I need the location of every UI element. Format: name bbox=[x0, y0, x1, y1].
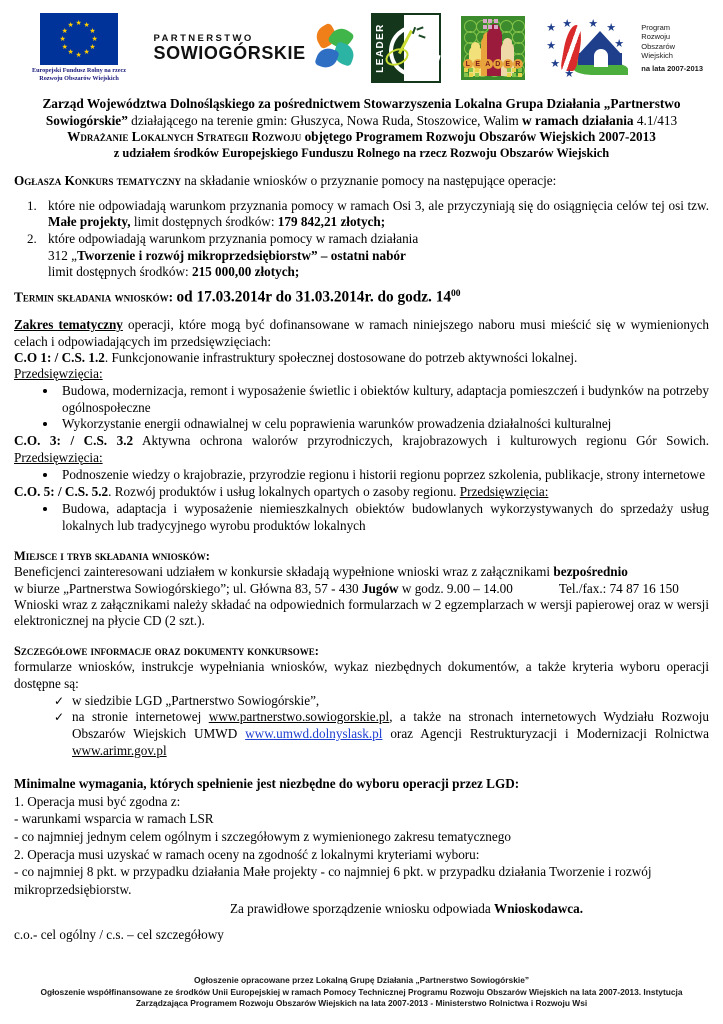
list-item: • Podnoszenie wiedzy o krajobrazie, przyrodzie regionu i historii regionu poprzez szkolenia, publikacje, strony internetowe bbox=[58, 467, 709, 483]
miejsce-p1-bold: bezpośrednio bbox=[553, 564, 628, 580]
footer-line-2: Ogłoszenie współfinansowane ze środków Unii Europejskiej w ramach Pomocy Technicznej Programu Rozwoju Obszarów Wiejskich na lata 2007-2013. Instytucja bbox=[40, 986, 683, 997]
prow-line2: Rozwoju bbox=[641, 32, 671, 42]
leader-logo-dark bbox=[371, 13, 441, 83]
footer-line-3: Zarządzająca Programem Rozwoju Obszarów Wiejskich na lata 2007-2013 - Ministerstwo Rolnictwa i Rozwoju Wsi bbox=[135, 998, 588, 1009]
goal-1-code-b: C.S. 1.2 bbox=[61, 349, 105, 365]
announce-label: Ogłasza Konkurs tematyczny bbox=[14, 173, 181, 189]
list-item bbox=[40, 231, 709, 280]
miejsce-title: Miejsce i tryb składania wniosków: bbox=[14, 549, 210, 564]
item2-line3 bbox=[48, 264, 709, 280]
item2-amount: 215 000,00 złotych; bbox=[191, 264, 300, 280]
partnerstwo-label-top: PARTNERSTWO bbox=[153, 33, 254, 44]
check-2-pre: na stronie internetowej bbox=[72, 709, 209, 725]
goal-3-code-b: C.S. 5.2 bbox=[64, 484, 109, 500]
header-dzialanie-label: w ramach działania bbox=[522, 112, 634, 128]
prow-line4: Wiejskich bbox=[641, 51, 673, 61]
header-program: objętego Programem Rozwoju Obszarów Wiejskich 2007-2013 bbox=[301, 129, 656, 144]
goal-1-bullets bbox=[14, 383, 709, 432]
item2-line2-pre: 312 „ bbox=[48, 247, 77, 263]
document-footer bbox=[0, 975, 723, 1010]
logo-bar bbox=[14, 0, 709, 92]
list-item: • Budowa, modernizacja, remont i wyposażenie świetlic i obiektów kultury, adaptacja pomieszczeń i budynków na potrzeby ogólnospołeczne bbox=[58, 383, 709, 416]
eu-flag-logo bbox=[24, 13, 134, 83]
goal-3-desc: . Rozwój produktów i usług lokalnych opartych o zasoby regionu. bbox=[108, 484, 460, 500]
announce-rest: na składanie wniosków o przyznanie pomocy na następujące operacje: bbox=[180, 173, 557, 189]
list-item: • Budowa, adaptacja i wyposażenie niemieszkalnych obiektów budowlanych wykorzystywanych do sprzedaży usług lokalnych lub tradycyjnego wyrobu produktów lokalnych bbox=[58, 501, 709, 534]
prow-text-block bbox=[641, 23, 703, 74]
leader-letter: E bbox=[503, 59, 513, 69]
miejsce-p2 bbox=[14, 581, 709, 597]
prow-logo bbox=[544, 17, 703, 79]
goal-2-line bbox=[14, 433, 709, 465]
item2-line2-bold: Tworzenie i rozwój mikroprzedsiębiorstw bbox=[76, 247, 311, 263]
item2-line3-pre: limit dostępnych środków: bbox=[48, 264, 192, 280]
minimalne-line-4: 2. Operacja musi uzyskać w ramach oceny na zgodność z lokalnymi kryteriami wyboru: bbox=[14, 846, 480, 862]
item1-bold-a: Małe projekty, bbox=[48, 214, 131, 230]
item2-line2 bbox=[48, 248, 709, 264]
minimalne-section bbox=[14, 775, 709, 898]
miejsce-section bbox=[14, 548, 709, 629]
goal-1-przedsiewziecia-label bbox=[14, 366, 709, 382]
eu-logo-caption bbox=[24, 67, 134, 83]
szczegoly-checklist bbox=[14, 693, 709, 759]
termin-sup: 00 bbox=[451, 288, 461, 299]
list-item bbox=[54, 709, 709, 759]
minimalne-title: Minimalne wymagania, których spełnienie jest niezbędne do wyboru operacji przez LGD: bbox=[14, 776, 520, 792]
termin-colon: : bbox=[168, 289, 177, 305]
goal-3-bullets bbox=[14, 501, 709, 534]
check-icon: ✓ bbox=[54, 710, 65, 725]
operations-list bbox=[14, 198, 709, 281]
minimalne-line-5: - co najmniej 8 pkt. w przypadku działania Małe projekty - co najmniej 6 pkt. w przypadku działania Tworzenie i rozwój mikroprzedsiębiorstw. bbox=[14, 864, 652, 897]
leader-dark-icon bbox=[371, 13, 441, 83]
link-umwd-dolnyslask[interactable]: www.umwd.dolnyslask.pl bbox=[245, 725, 383, 741]
zakres-title: Zakres tematyczny bbox=[14, 317, 123, 333]
za-prawidlowe-line bbox=[104, 901, 709, 917]
footer-line-1: Ogłoszenie opracowane przez Lokalną Grupę Działania „Partnerstwo Sowiogórskie” bbox=[193, 975, 530, 986]
link-partnerstwo-sowiogorskie[interactable]: www.partnerstwo.sowiogorskie.pl bbox=[208, 709, 390, 725]
header-wdrazanie: Wdrażanie Lokalnych Strategii Rozwoju bbox=[67, 129, 302, 144]
zakres-intro-text: operacji, które mogą być dofinansowane w ramach niniejszego naboru musi mieścić się w wymienionych celach i odpowiadających im przedsięwzięciach: bbox=[14, 317, 709, 349]
minimalne-line-2: - warunkami wsparcia w ramach LSR bbox=[14, 811, 214, 827]
flower-icon bbox=[310, 24, 352, 72]
goal-1-code-a: C.O 1: / bbox=[14, 349, 62, 365]
header-line-1 bbox=[14, 96, 709, 129]
goal-2-code-b: C.S. 3.2 bbox=[83, 433, 134, 449]
termin-line bbox=[14, 286, 709, 306]
item1-text-a: które nie odpowiadają warunkom przyznania pomocy w ramach Osi 3, ale przyczyniają się do osiągnięcia celów tej osi tzw. bbox=[48, 197, 709, 213]
prow-line3: Obszarów bbox=[641, 41, 676, 51]
document-body bbox=[14, 96, 709, 943]
leader-letter: E bbox=[473, 59, 483, 69]
prow-line1: Program bbox=[641, 22, 671, 32]
przedsiewziecia-label: Przedsięwzięcia: bbox=[459, 484, 549, 500]
goal-2-bullets bbox=[14, 467, 709, 483]
goal-3-line bbox=[14, 484, 709, 500]
leader-letter: L bbox=[463, 59, 473, 69]
item2-line2-post: ” – ostatni nabór bbox=[310, 247, 406, 263]
zakres-intro bbox=[14, 317, 709, 349]
item1-amount: 179 842,21 złotych; bbox=[277, 214, 386, 230]
miejsce-p1 bbox=[14, 564, 709, 580]
header-dzialanie-value: 4.1/413 bbox=[633, 112, 678, 128]
check-2-mid2: oraz Agencji Restrukturyzacji i Modernizacji Rolnictwa bbox=[382, 725, 709, 741]
szczegoly-section bbox=[14, 643, 709, 759]
eu-caption-line1: Europejski Fundusz Rolny na rzecz bbox=[31, 67, 127, 74]
co-cs-legend: c.o.- cel ogólny / c.s. – cel szczegółowy bbox=[14, 926, 224, 942]
check-2-mid1: , a także na stronach internetowych Wydziału Rozwoju Obszarów Wiejskich UMWD bbox=[72, 709, 709, 741]
termin-label: Termin składania wniosków bbox=[14, 289, 169, 305]
goal-2-desc: Aktywna ochrona walorów przyrodniczych, krajobrazowych i kulturowych regionu Gór Sowich. bbox=[133, 433, 710, 449]
za-prawidlowe-text: Za prawidłowe sporządzenie wniosku odpowiada bbox=[229, 901, 494, 917]
miejsce-p1-text: Beneficjenci zainteresowani udziałem w konkursie składają wypełnione wnioski wraz z załącznikami bbox=[14, 564, 554, 580]
header-line-2 bbox=[14, 129, 709, 145]
list-item bbox=[40, 198, 709, 231]
leader-color-icon bbox=[461, 16, 525, 80]
minimalne-line-1: 1. Operacja musi być zgodna z: bbox=[14, 793, 181, 809]
przedsiewziecia-label: Przedsięwzięcia: bbox=[14, 365, 103, 381]
header-block bbox=[14, 96, 709, 161]
leader-letter: D bbox=[493, 59, 503, 69]
partnerstwo-label-bottom: SOWIOGÓRSKIE bbox=[153, 43, 306, 63]
minimalne-line-3: - co najmniej jednym celem ogólnym i szczegółowym z wymienionego zakresu tematycznego bbox=[14, 828, 511, 844]
goal-1-line bbox=[14, 350, 709, 366]
szczegoly-title: Szczegółowe informacje oraz dokumenty konkursowe: bbox=[14, 644, 319, 659]
termin-value: od 17.03.2014r do 31.03.2014r. do godz. 14 bbox=[176, 288, 451, 306]
przedsiewziecia-label: Przedsięwzięcia: bbox=[14, 449, 103, 465]
link-arimr[interactable]: www.arimr.gov.pl bbox=[72, 742, 167, 758]
header-line-3: z udziałem środków Europejskiego Funduszu Rolnego na rzecz Rozwoju Obszarów Wiejskich bbox=[113, 146, 610, 161]
goal-1-desc: . Funkcjonowanie infrastruktury społecznej dostosowane do potrzeb aktywności lokalnej. bbox=[104, 349, 578, 365]
szczegoly-intro: formularze wniosków, instrukcje wypełniania wniosków, wykaz niezbędnych dokumentów, a także kryteria wyboru operacji dostępne są: bbox=[14, 659, 709, 691]
eu-caption-line2: Rozwoju Obszarów Wiejskich bbox=[39, 75, 119, 82]
goal-2-code-a: C.O. 3: / bbox=[14, 433, 84, 449]
prow-years: na lata 2007-2013 bbox=[641, 63, 703, 73]
miejsce-address-pre: w biurze „Partnerstwa Sowiogórskiego”; ul. Główna 83, 57 - 430 bbox=[14, 580, 362, 596]
miejsce-city: Jugów bbox=[361, 580, 399, 596]
miejsce-phone: Tel./fax.: 74 87 16 150 bbox=[558, 580, 679, 596]
miejsce-hours: w godz. 9.00 – 14.00 bbox=[398, 580, 513, 596]
prow-emblem-icon: ★ ★ ★ ★ ★ ★ ★ ★ ★ bbox=[544, 17, 636, 79]
leader-vertical-label: LEADER bbox=[375, 23, 387, 73]
leader-letter: R bbox=[513, 59, 523, 69]
list-item: • Wykorzystanie energii odnawialnej w celu poprawienia warunków prowadzenia działalności kulturalnej bbox=[58, 416, 709, 432]
partnerstwo-sowiogorskie-logo bbox=[154, 24, 352, 72]
item2-text-a: które odpowiadają warunkom przyznania pomocy w ramach działania bbox=[48, 231, 419, 247]
za-prawidlowe-bold: Wnioskodawca. bbox=[494, 901, 584, 917]
miejsce-p3: Wnioski wraz z załącznikami należy składać na odpowiednich formularzach w 2 egzemplarzach w wersji papierowej oraz w wersji elektronicznej na płycie CD (2 szt.). bbox=[14, 596, 709, 628]
goal-3-code-a: C.O. 5: / bbox=[14, 484, 65, 500]
item1-text-b: limit dostępnych środków: bbox=[130, 214, 278, 230]
check-1-text: w siedzibie LGD „Partnerstwo Sowiogórskie”, bbox=[72, 692, 320, 708]
eu-flag-icon: ★ ★ ★ ★ ★ ★ ★ ★ ★ ★ ★ ★ bbox=[40, 13, 118, 65]
announce-line bbox=[14, 173, 709, 189]
header-org: Zarząd Województwa Dolnośląskiego za pośrednictwem Stowarzyszenia Lokalna Grupa Działania „Partnerstwo Sowiogórskie” bbox=[42, 96, 681, 128]
header-gminy: działającego na terenie gmin: Głuszyca, Nowa Ruda, Stoszowice, Walim bbox=[127, 112, 523, 128]
zakres-section bbox=[14, 317, 709, 534]
leader-logo-color bbox=[461, 16, 525, 80]
leader-letter: A bbox=[483, 59, 493, 69]
check-icon: ✓ bbox=[54, 693, 65, 708]
list-item bbox=[54, 693, 709, 710]
